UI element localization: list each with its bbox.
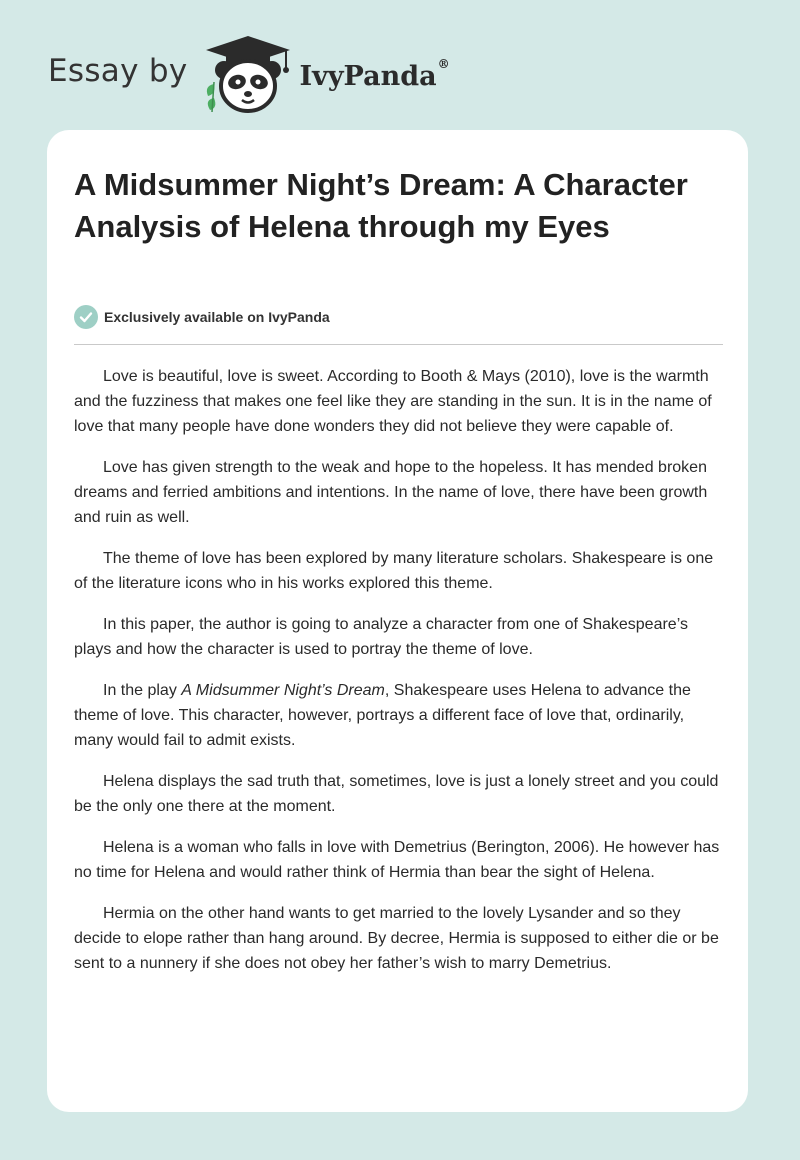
paragraph: Love has given strength to the weak and hope to the hopeless. It has mended broken dreams and ferried ambitions and intentions. In the name of love, there have been growth and ruin as well. xyxy=(74,459,708,526)
panda-graduate-icon[interactable] xyxy=(202,34,294,114)
play-title: A Midsummer Night’s Dream xyxy=(181,682,385,699)
registered-mark: ® xyxy=(437,56,450,71)
paragraph: The theme of love has been explored by many literature scholars. Shakespeare is one of the literature icons who in his works explored this theme. xyxy=(74,550,714,592)
paragraph: In this paper, the author is going to analyze a character from one of Shakespeare’s plays and how the character is used to portray the theme of love. xyxy=(74,616,688,658)
brand-text: IvyPanda xyxy=(299,60,437,92)
exclusive-badge xyxy=(74,305,330,329)
paragraph: Hermia on the other hand wants to get married to the lovely Lysander and so they decide to elope rather than hang around. By decree, Hermia is supposed to either die or be sent to a nunnery if she does not obey her father’s wish to marry Demetrius. xyxy=(74,905,719,972)
paragraph-text: , Shakespeare uses Helena to advance the theme of love. This character, however, portrays a different face of love that, ordinarily, many would fail to admit exists. xyxy=(74,682,691,749)
brand-name[interactable] xyxy=(299,56,450,92)
paragraph xyxy=(74,678,724,753)
paragraph-text: In the play xyxy=(103,682,182,699)
essay-body xyxy=(74,364,724,992)
exclusive-label: Exclusively available on IvyPanda xyxy=(104,309,330,325)
site-header xyxy=(48,34,450,114)
essay-title: A Midsummer Night’s Dream: A Character Analysis of Helena through my Eyes xyxy=(74,167,688,244)
paragraph: Helena displays the sad truth that, sometimes, love is just a lonely street and you could be the only one there at the moment. xyxy=(74,773,719,815)
essay-card xyxy=(47,130,748,1112)
divider xyxy=(74,344,723,345)
essay-by-label: Essay by xyxy=(48,53,188,89)
paragraph: Love is beautiful, love is sweet. According to Booth & Mays (2010), love is the warmth and the fuzziness that makes one feel like they are standing in the sun. It is in the name of love that many people have done wonders they did not believe they were capable of. xyxy=(74,368,712,435)
paragraph: Helena is a woman who falls in love with Demetrius (Berington, 2006). He however has no time for Helena and would rather think of Hermia than bear the sight of Helena. xyxy=(74,839,720,881)
check-circle-icon xyxy=(74,305,98,329)
